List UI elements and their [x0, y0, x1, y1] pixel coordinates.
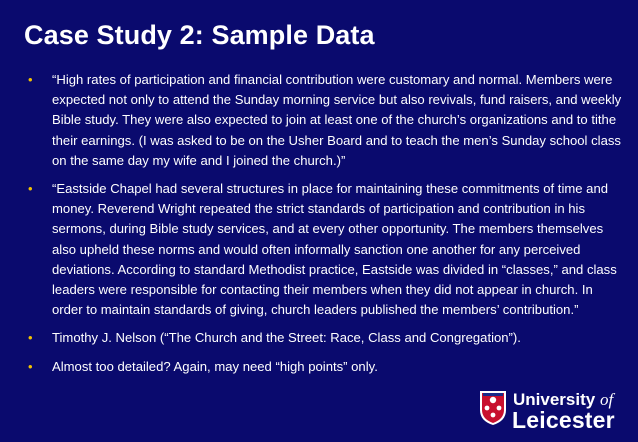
- logo-leicester-text: Leicester: [512, 407, 615, 433]
- logo-university-text: University of: [513, 390, 614, 409]
- bullet-marker: •: [28, 358, 33, 374]
- bullet-item: [28, 328, 624, 348]
- bullet-marker: •: [28, 330, 33, 346]
- bullet-text: Almost too detailed? Again, may need “high points” only.: [52, 358, 378, 374]
- bullet-item: [28, 179, 624, 320]
- university-crest-icon: [479, 390, 507, 426]
- bullet-item: [28, 70, 624, 171]
- bullet-list: [28, 70, 624, 385]
- bullet-text: “Eastside Chapel had several structures in place for maintaining these commitments of time and money. Reverend Wright repeated the strict standards of participation and contribution in his sermons, during Bible study services, and at every other opportunity. The members themselves also upheld these norms and would often informally sanction one another for any perceived deviations. According to standard Methodist practice, Eastside was divided in “classes,” and class leaders were responsible for contacting their members when they did not appear in church. In order to maintain standards of giving, church leaders published the members’ contribution.”: [52, 181, 617, 318]
- bullet-marker: •: [28, 181, 33, 197]
- bullet-text: Timothy J. Nelson (“The Church and the Street: Race, Class and Congregation”).: [52, 330, 521, 346]
- university-logo: [479, 390, 629, 433]
- bullet-item: [28, 357, 624, 377]
- bullet-marker: •: [28, 72, 33, 87]
- slide-title: Case Study 2: Sample Data: [24, 20, 375, 50]
- bullet-text: “High rates of participation and financial contribution were customary and normal. Members were expected not only to attend the Sunday morning service but also revivals, fund raisers, and weekly Bible study. They were also expected to join at least one of the church’s organizations and to tithe their earnings. (I was asked to be on the Usher Board and to teach the men’s Sunday school class on the same day my wife and I joined the church.)”: [52, 72, 622, 168]
